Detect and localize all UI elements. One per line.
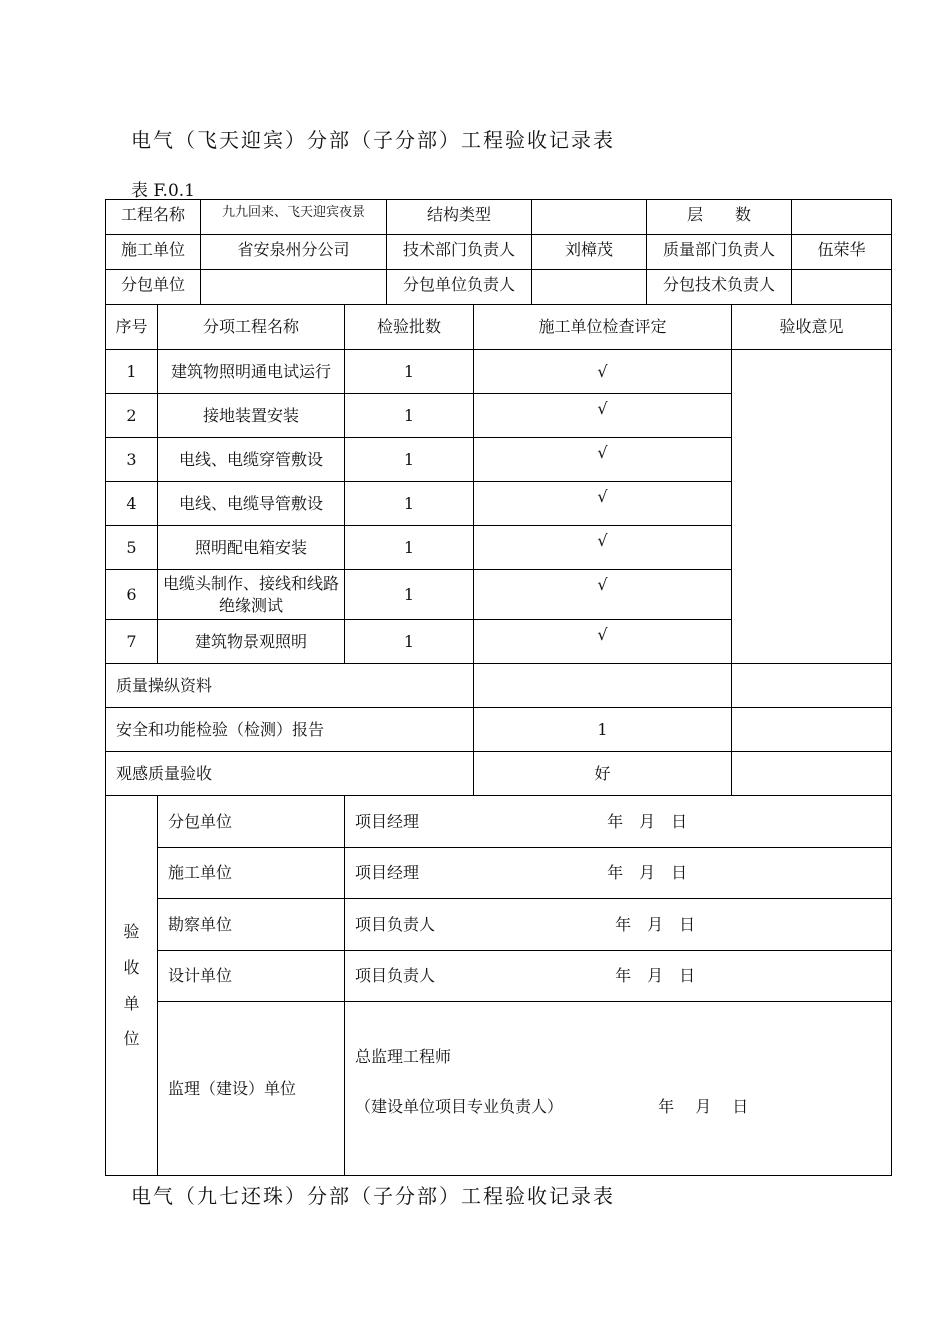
group-char: 收 [123, 957, 140, 977]
item-no: 5 [106, 526, 158, 570]
item-name: 建筑物景观照明 [158, 620, 345, 664]
item-check: √ [474, 394, 732, 438]
tech-head-label: 技术部门负责人 [387, 235, 532, 270]
project-name-label: 工程名称 [106, 200, 201, 235]
contractor-value: 省安泉州分公司 [201, 235, 387, 270]
acceptance-date: 年 月 日 [607, 811, 688, 831]
item-batches: 1 [345, 620, 474, 664]
col-header-batches: 检验批数 [345, 305, 474, 350]
item-name: 建筑物照明通电试运行 [158, 350, 345, 394]
acceptance-row [106, 848, 892, 899]
supervision-signature [345, 1002, 892, 1176]
tech-head-value: 刘樟茂 [532, 235, 647, 270]
structure-type-value [532, 200, 647, 235]
supervision-unit: 监理（建设）单位 [158, 1002, 345, 1176]
group-char: 位 [123, 1029, 140, 1049]
summary-label: 质量操纵资料 [106, 664, 474, 708]
item-no: 4 [106, 482, 158, 526]
sub-head-value [532, 270, 647, 305]
items-table [105, 304, 892, 1176]
floors-label: 层 数 [647, 200, 792, 235]
acceptance-role: 项目经理 [355, 863, 420, 883]
acceptance-signature [345, 796, 892, 848]
acceptance-role: 项目负责人 [355, 966, 436, 986]
group-char: 验 [123, 922, 140, 942]
acceptance-signature [345, 951, 892, 1002]
item-no: 3 [106, 438, 158, 482]
acceptance-opinion-cell [732, 350, 892, 664]
summary-row [106, 708, 892, 752]
sub-tech-head-label: 分包技术负责人 [647, 270, 792, 305]
item-check: √ [474, 482, 732, 526]
item-no: 7 [106, 620, 158, 664]
item-check: √ [474, 526, 732, 570]
col-header-check: 施工单位检查评定 [474, 305, 732, 350]
item-no: 1 [106, 350, 158, 394]
summary-opinion [732, 708, 892, 752]
summary-row [106, 752, 892, 796]
item-no: 6 [106, 570, 158, 620]
sub-head-label: 分包单位负责人 [387, 270, 532, 305]
table-label: 表 F.0.1 [131, 181, 195, 201]
subcontractor-value [201, 270, 387, 305]
item-check: √ [474, 438, 732, 482]
acceptance-role: 项目负责人 [355, 914, 436, 934]
floors-value [792, 200, 892, 235]
header-table [105, 199, 892, 305]
quality-head-label: 质量部门负责人 [647, 235, 792, 270]
item-name: 照明配电箱安装 [158, 526, 345, 570]
acceptance-date: 年 月 日 [615, 966, 696, 986]
acceptance-signature [345, 848, 892, 899]
table-header-row [106, 305, 892, 350]
project-name-value: 九九回来、飞天迎宾夜景 [201, 200, 387, 235]
col-header-name: 分项工程名称 [158, 305, 345, 350]
item-check: √ [474, 620, 732, 664]
acceptance-row [106, 951, 892, 1002]
summary-value [474, 664, 732, 708]
acceptance-group-label [106, 796, 158, 1176]
acceptance-row [106, 899, 892, 951]
acceptance-unit: 施工单位 [158, 848, 345, 899]
summary-value: 1 [474, 708, 732, 752]
acceptance-row [106, 796, 892, 848]
acceptance-row [106, 1002, 892, 1176]
sub-tech-head-value [792, 270, 892, 305]
quality-head-value: 伍荣华 [792, 235, 892, 270]
item-batches: 1 [345, 350, 474, 394]
summary-opinion [732, 664, 892, 708]
item-name: 电线、电缆穿管敷设 [158, 438, 345, 482]
document-title: 电气（飞天迎宾）分部（子分部）工程验收记录表 [131, 128, 615, 152]
acceptance-unit: 勘察单位 [158, 899, 345, 951]
col-header-no: 序号 [106, 305, 158, 350]
summary-row [106, 664, 892, 708]
item-batches: 1 [345, 526, 474, 570]
acceptance-unit: 分包单位 [158, 796, 345, 848]
col-header-opinion: 验收意见 [732, 305, 892, 350]
acceptance-date: 年 月 日 [607, 863, 688, 883]
contractor-label: 施工单位 [106, 235, 201, 270]
summary-opinion [732, 752, 892, 796]
supervision-role: 总监理工程师 [355, 1047, 452, 1066]
item-name: 电线、电缆导管敷设 [158, 482, 345, 526]
acceptance-date: 年 月 日 [615, 914, 696, 934]
item-check: √ [474, 350, 732, 394]
item-batches: 1 [345, 482, 474, 526]
item-batches: 1 [345, 438, 474, 482]
summary-label: 安全和功能检验（检测）报告 [106, 708, 474, 752]
item-no: 2 [106, 394, 158, 438]
next-document-title: 电气（九七还珠）分部（子分部）工程验收记录表 [131, 1184, 615, 1208]
item-batches: 1 [345, 570, 474, 620]
item-name: 接地装置安装 [158, 394, 345, 438]
subcontractor-label: 分包单位 [106, 270, 201, 305]
structure-type-label: 结构类型 [387, 200, 532, 235]
summary-label: 观感质量验收 [106, 752, 474, 796]
table-row [106, 350, 892, 394]
supervision-date: 年 月 日 [658, 1096, 749, 1116]
item-name: 电缆头制作、接线和线路绝缘测试 [158, 570, 345, 620]
acceptance-signature [345, 899, 892, 951]
acceptance-unit: 设计单位 [158, 951, 345, 1002]
summary-value: 好 [474, 752, 732, 796]
acceptance-role: 项目经理 [355, 811, 420, 831]
item-batches: 1 [345, 394, 474, 438]
group-char: 单 [123, 993, 140, 1013]
supervision-role2: （建设单位项目专业负责人） [355, 1096, 564, 1116]
item-check: √ [474, 570, 732, 620]
